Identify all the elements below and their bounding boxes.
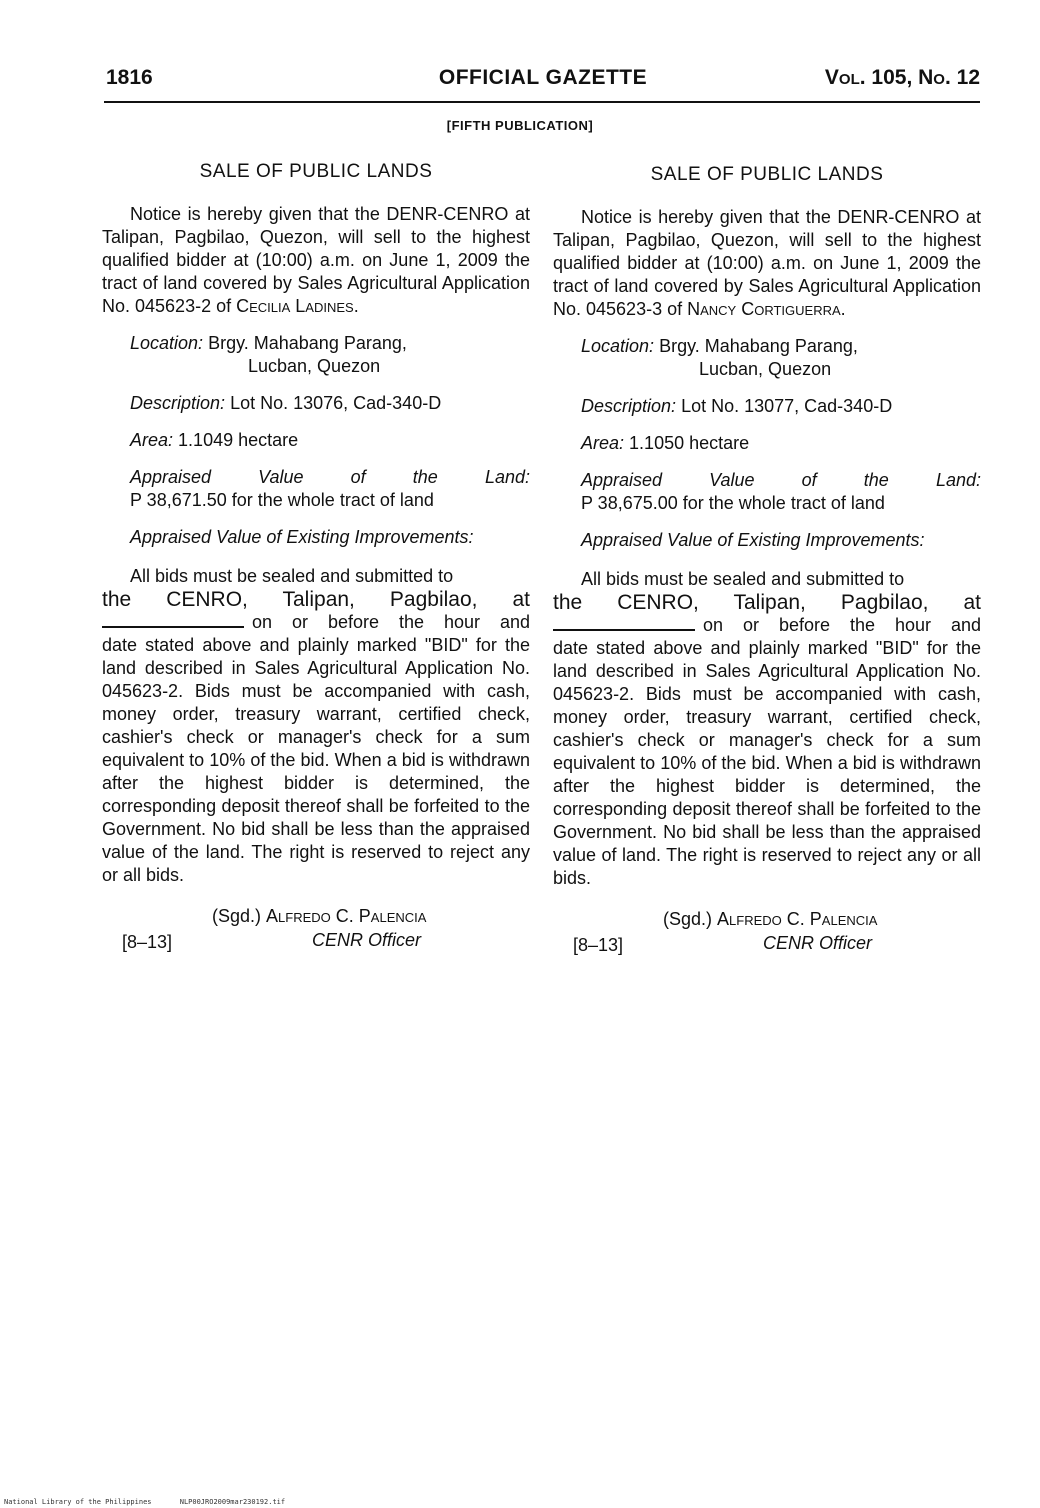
bids-rest: date stated above and plainly marked "BID" for the land described in Sales Agricultural Application No. 045623-2. Bids must be accompanied with cash, money order, treasury warrant, certified check, cashier's check or manager's check for a sum equivalent to 10% of the bid. When a bid is withdrawn after the highest bidder is determined, the corresponding deposit thereof shall be forfeited to the Government. No bid shall be less than the appraised value of land. The right is reserved to reject any or all bids.	[553, 638, 981, 888]
bids-line-3	[553, 614, 981, 637]
appraised-land-field	[581, 469, 981, 515]
appraised-improvements-label: Appraised Value of Existing Improvements:	[581, 530, 925, 550]
publication-note: [FIFTH PUBLICATION]	[446, 118, 594, 133]
bids-line-3-text: on or before the hour and	[252, 612, 530, 632]
location-label: Location:	[581, 336, 655, 356]
footer-file: NLP00JRO2009mar230192.tif	[179, 1498, 286, 1506]
publication-code: [8–13]	[122, 932, 173, 952]
signatory-name: Alfredo C. Palencia	[266, 906, 427, 926]
bids-line-2: the CENRO, Talipan, Pagbilao, at	[102, 588, 530, 611]
appraised-land-value: P 38,675.00 for the whole tract of land	[581, 493, 885, 513]
description-value: Lot No. 13076, Cad-340-D	[230, 393, 442, 413]
area-field	[581, 432, 981, 455]
appraised-land-label: Appraised Value of the Land:	[581, 470, 981, 490]
location-value-1: Brgy. Mahabang Parang,	[208, 333, 407, 353]
description-value: Lot No. 13077, Cad-340-D	[681, 396, 893, 416]
signed-prefix: (Sgd.)	[212, 906, 262, 926]
location-value-2: Lucban, Quezon	[248, 356, 381, 376]
bids-line-2: the CENRO, Talipan, Pagbilao, at	[553, 591, 981, 614]
appraised-land-label: Appraised Value of the Land:	[130, 467, 530, 487]
notice-title: SALE OF PUBLIC LANDS	[199, 161, 433, 182]
bids-line-3-text: on or before the hour and	[703, 615, 981, 635]
signatory-title: CENR Officer	[312, 930, 422, 950]
applicant-name: Nancy Cortiguerra	[687, 299, 841, 319]
area-value: 1.1049 hectare	[178, 430, 299, 450]
notice-intro	[102, 203, 530, 318]
bids-line-1: All bids must be sealed and submitted to	[130, 566, 454, 586]
header-rule	[104, 101, 980, 103]
page-header	[106, 66, 980, 100]
description-field	[130, 392, 530, 415]
signature-block	[553, 908, 981, 968]
signed-prefix: (Sgd.)	[663, 909, 713, 929]
location-field	[130, 332, 530, 378]
description-label: Description:	[130, 393, 226, 413]
bids-rest: date stated above and plainly marked "BID" for the land described in Sales Agricultural Application No. 045623-2. Bids must be accompanied with cash, money order, treasury warrant, certified check, cashier's check or manager's check for a sum equivalent to 10% of the bid. When a bid is withdrawn after the highest bidder is determined, the corresponding deposit thereof shall be forfeited to the Government. No bid shall be less than the appraised value of the land. The right is reserved to reject any or all bids.	[102, 635, 530, 885]
notice-intro	[553, 206, 981, 321]
signatory	[212, 905, 426, 928]
intro-suffix: .	[353, 296, 359, 316]
footer-library: National Library of the Philippines	[4, 1498, 152, 1506]
signatory-name: Alfredo C. Palencia	[717, 909, 878, 929]
location-label: Location:	[130, 333, 204, 353]
signature-block	[102, 905, 530, 965]
volume-issue: Vol. 105, No. 12	[824, 66, 980, 89]
intro-text: Notice is hereby given that the DENR-CENRO at Talipan, Pagbilao, Quezon, will sell to the highest qualified bidder at (10:00) a.m. on June 1, 2009 the tract of land covered by Sales Agricultural Application No. 045623-2 of	[102, 204, 530, 316]
date-blank	[553, 615, 695, 631]
signatory	[663, 908, 877, 931]
location-value-2: Lucban, Quezon	[699, 359, 832, 379]
applicant-name: Cecilia Ladines	[236, 296, 354, 316]
appraised-improvements-label: Appraised Value of Existing Improvements:	[130, 527, 474, 547]
location-value-1: Brgy. Mahabang Parang,	[659, 336, 858, 356]
area-field	[130, 429, 530, 452]
date-blank	[102, 612, 244, 628]
scan-footer	[4, 1498, 309, 1506]
area-label: Area:	[130, 430, 174, 450]
notice-title: SALE OF PUBLIC LANDS	[650, 164, 884, 185]
publication-code: [8–13]	[573, 935, 624, 955]
bids-paragraph	[553, 568, 981, 890]
notice-left	[102, 160, 530, 965]
description-label: Description:	[581, 396, 677, 416]
description-field	[581, 395, 981, 418]
bids-paragraph	[102, 565, 530, 887]
location-field	[581, 335, 981, 381]
appraised-land-value: P 38,671.50 for the whole tract of land	[130, 490, 434, 510]
notice-right	[553, 163, 981, 968]
intro-text: Notice is hereby given that the DENR-CENRO at Talipan, Pagbilao, Quezon, will sell to the highest qualified bidder at (10:00) a.m. on June 1, 2009 the tract of land covered by Sales Agricultural Application No. 045623-3 of	[553, 207, 981, 319]
appraised-land-field	[130, 466, 530, 512]
publication-title: OFFICIAL GAZETTE	[438, 66, 648, 89]
area-value: 1.1050 hectare	[629, 433, 750, 453]
signatory-title: CENR Officer	[763, 933, 873, 953]
area-label: Area:	[581, 433, 625, 453]
intro-suffix: .	[840, 299, 846, 319]
bids-line-3	[102, 611, 530, 634]
page-number: 1816	[106, 66, 153, 89]
bids-line-1: All bids must be sealed and submitted to	[581, 569, 905, 589]
